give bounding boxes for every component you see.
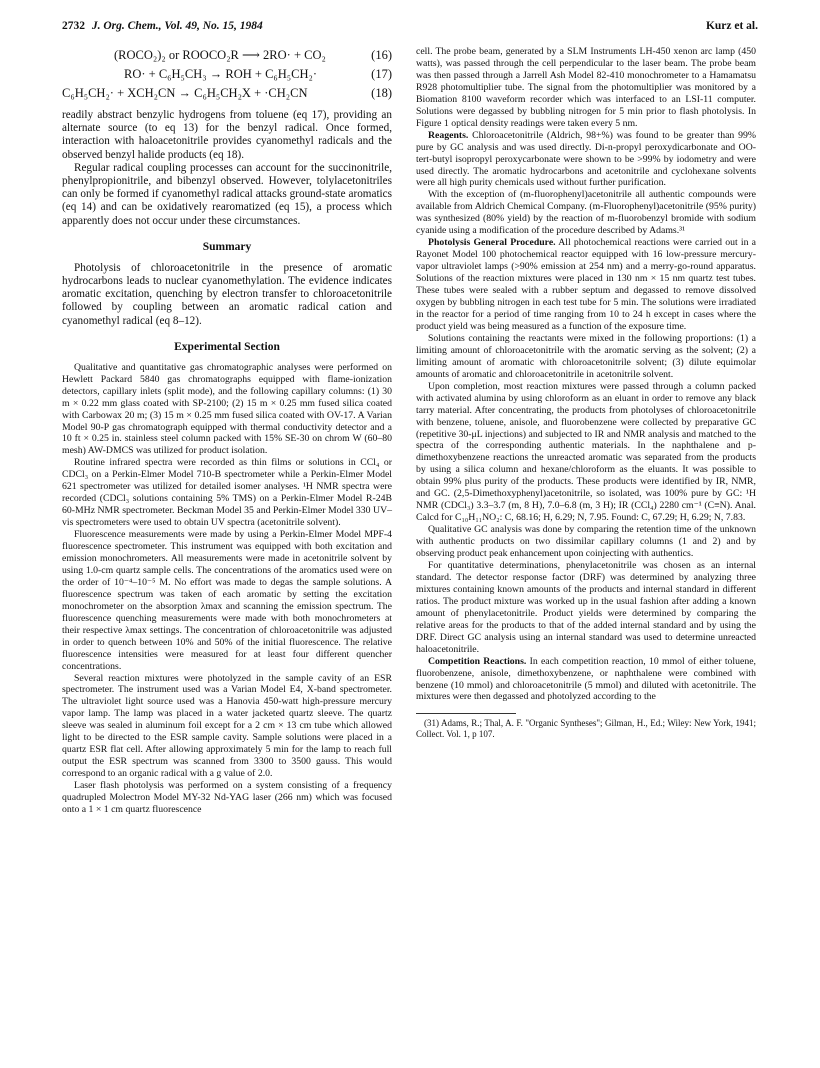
equation-18 bbox=[62, 84, 392, 103]
competition-text: In each competition reaction, 10 mmol of either toluene, fluorobenzene, anisole, dimethoxybenzene, or naphthalene were combined with benzene (10 mmol) and chloroacetonitrile (5 mmol) and diluted with acetonitrile. The mixtures were then degassed and photolyzed according to the bbox=[416, 655, 756, 703]
paragraph-probe-beam: cell. The probe beam, generated by a SLM Instruments LH-450 xenon arc lamp (450 watts), was passed through the cell perpendicular to the laser beam. The probe beam was then passed through a Jarrell Ash Model 82-410 monochrometer to a Hamamatsu R928 photomultiplier tube. The signal from the photomultiplier was monitored by a Biomation 8100 waveform recorder which was interfaced to an LSI-11 computer. Solutions were degassed by bubbling nitrogen for 5 min prior to flash photolysis. In Figure 1 optical density readings were taken every 5 nm. bbox=[416, 46, 756, 129]
equation-18-number: (18) bbox=[371, 86, 392, 100]
photolysis-runin-heading: Photolysis General Procedure. bbox=[428, 237, 556, 249]
summary-heading: Summary bbox=[202, 240, 252, 253]
paragraph-qualitative-gc: Qualitative GC analysis was done by comparing the retention time of the unknown with authentic products on two dissimilar capillary columns (1 and 2) and by observing product peak enhancement upon coinjecting with authentics. bbox=[416, 524, 756, 560]
summary-paragraph: Photolysis of chloroacetonitrile in the presence of aromatic hydrocarbons leads to nuclear cyanomethylation. The evidence indicates aromatic excitation, quenching by electron transfer to chloroacetonitrile followed by coupling between an aromatic radical cation and cyanomethyl radical (eq 8–12). bbox=[62, 261, 392, 327]
paragraph-radical-coupling: Regular radical coupling processes can account for the succinonitrile, phenylpropionitrile, and bibenzyl observed. However, tolylacetonitriles can only be formed if cyanomethyl radical attacks ground-state aromatics (eq 14) and can be oxidatively rearomatized (eq 15), a process which apparently does not occur under these circumstances. bbox=[62, 161, 392, 227]
equation-16 bbox=[62, 46, 392, 65]
equation-17-expression: RO· + C₆H₅CH₃ → ROH + C₆H₅CH₂· bbox=[124, 67, 318, 81]
footnote-31: (31) Adams, R.; Thal, A. F. "Organic Syntheses"; Gilman, H., Ed.; Wiley: New York, 1941; Collect. Vol. 1, p 107. bbox=[416, 718, 756, 740]
running-author: Kurz et al. bbox=[705, 20, 758, 32]
journal-citation: J. Org. Chem., Vol. 49, No. 15, 1984 bbox=[91, 20, 263, 32]
paragraph-photolysis-procedure bbox=[416, 237, 756, 333]
equation-17-number: (17) bbox=[371, 67, 392, 81]
reagents-text: Chloroacetonitrile (Aldrich, 98+%) was found to be greater than 99% pure by GC analysis and was used directly. Di-n-propyl peroxydicarbonate and OO-tert-butyl isopropyl peroxycarbonate were shown to be >99% by iodometry and were used directly. The aromatic hydrocarbons and acetonitrile and cyclohexane solvents were all high purity chemicals used without further purification. bbox=[416, 129, 756, 189]
header-left bbox=[62, 20, 263, 32]
paragraph-laser-flash: Laser flash photolysis was performed on a system consisting of a frequency quadrupled Molectron Model MY-32 Nd-YAG laser (266 nm) which was focused onto a 1 × 1 cm quartz fluorescence bbox=[62, 780, 392, 816]
paragraph-quantitative: For quantitative determinations, phenylacetonitrile was chosen as an internal standard. The detector response factor (DRF) was determined by analyzing three mixtures containing known amounts of the products and internal standard in different ratios. The product mixture was worked up in the usual fashion after adding a known amount of phenylacetonitrile. Product yields were determined by comparing the relative areas for the products to that of the added internal standard and by using the DRF. Direct GC analysis using an internal standard was used to determine unreacted haloacetonitrile. bbox=[416, 559, 756, 655]
photolysis-text: All photochemical reactions were carried out in a Rayonet Model 100 photochemical reactor equipped with 16 low-pressure mercury-vapor ultraviolet lamps (>90% emission at 254 nm) and a merry-go-round apparatus. Solutions of the reaction mixtures were placed in 130 nm × 15 nm quartz test tubes. These tubes were sealed with a rubber septum and degassed to remove dissolved oxygen by bubbling nitrogen in each test tube for 5 min. The solutions were irradiated in the reactor for a period of time ranging from 10 to 24 h except in cases where the product yield was being measured as a function of the exposure time. bbox=[416, 237, 756, 332]
page-number: 2732 bbox=[62, 20, 85, 32]
equation-17 bbox=[62, 65, 392, 84]
paragraph-reagents bbox=[416, 130, 756, 190]
paragraph-competition bbox=[416, 656, 756, 704]
left-column bbox=[62, 46, 392, 816]
paragraph-workup: Upon completion, most reaction mixtures were passed through a column packed with activated alumina by using chloroform as an eluant in order to remove any black tarry material. After concentrating, the products from photolyses of chloroacetonitrile with benzene, toluene, anisole, and fluorobenzene were collected by preparative GC (repetitive 30-μL injections) and subjected to IR and NMR analysis and matched to the spectra of the corresponding authentic materials. In the naphthalene and p-dimethoxybenzene reactions the unreacted aromatic was separated from the products by using a silica column and hexane/chloroform as the eluants. It was possible to obtain 99% plus purity of the products. These products were identified by IR, NMR, and GC. (2,5-Dimethoxyphenyl)acetonitrile, so isolated, was 100% pure by GC: ¹H NMR (CDCl₃) 3.3–3.7 (m, 8 H), 7.0–6.8 (m, 3 H); IR (CCl₄) 2280 cm⁻¹ (C≡N). Anal. Calcd for C₁₀H₁₁NO₂: C, 68.16; H, 6.29; N, 7.95. Found: C, 67.29; H, 6.29; N, 7.83. bbox=[416, 380, 756, 524]
right-column bbox=[416, 46, 756, 740]
paragraph-gc-analysis: Qualitative and quantitative gas chromatographic analyses were performed on Hewlett Packard 5840 gas chromatographs equipped with flame-ionization detectors, capillary inlets (split mode), and the following capillary columns: (1) 30 m × 0.22 mm glass coated with SP-2100; (2) 15 m × 0.25 mm fused silica coated with Carbowax 20 m; (3) 15 m × 0.25 mm fused silica coated with OV-17. A Varian Model 90-P gas chromatograph equipped with thermal conductivity detector and a 10 ft × 0.25 in. stainless steel column packed with 15% SE-30 on chrom W (60–80 mesh) AW-DMCS was utilized for product isolation. bbox=[62, 361, 392, 457]
paragraph-proportions: Solutions containing the reactants were mixed in the following proportions: (1) a limiting amount of chloroacetonitrile with the aromatic serving as the solvent; (2) a limiting amount of aromatic with chloroacetonitrile solvent; (3) dilute equimolar amounts of aromatic and chloroacetonitrile in acetonitrile solvent. bbox=[416, 332, 756, 380]
paragraph-benzyl-radical: readily abstract benzylic hydrogens from toluene (eq 17), providing an alternate source (to eq 13) for the benzyl radical. Once formed, interaction with haloacetonitrile provides cyanomethyl radicals and the observed benzyl halide products (eq 18). bbox=[62, 109, 392, 161]
paragraph-fluorescence: Fluorescence measurements were made by using a Perkin-Elmer Model MPF-4 fluorescence spectrometer. This instrument was equipped with both excitation and emission monochrometers. All measurements were made in acetonitrile solvent by using 1.0-cm quartz sample cells. The concentrations of the aromatics used were on the order of 10⁻⁴–10⁻⁵ M. No effort was made to degas the sample solutions. A fluorescence spectrum was taken of each aromatic by setting the excitation monochrometer on the absorption λmax and scanning the emission spectrum. The fluorescence quenching measurements were made with both monochrometers at their respective λmax settings. The concentration of chloroacetonitrile was adjusted in order to quench between 10% and 50% of the initial fluorescence. The relative fluorescence intensities were measured for at least four different quencher concentrations. bbox=[62, 529, 392, 672]
paragraph-esr: Several reaction mixtures were photolyzed in the sample cavity of an ESR spectrometer. The instrument used was a Varian Model E4, X-band spectrometer. The ultraviolet light source used was a Hanovia 450-watt high-pressure mercury vapor lamp. The lamp was placed in a water jacketed quartz sleeve. The quartz sleeve was sealed in aluminum foil except for a 2 cm × 13 cm tube which allowed light to be directed to the ESR sample cavity. Sample solutions were placed in a quartz ESR flat cell. After allowing approximately 5 min for the lamp to reach full output the ESR spectrum was scanned from 3300 to 3500 gauss. This would correspond to an organic radical with a g value of 2.0. bbox=[62, 672, 392, 780]
equation-18-expression: C₆H₅CH₂· + XCH₂CN → C₆H₅CH₂X + ·CH₂CN bbox=[62, 86, 308, 100]
experimental-heading: Experimental Section bbox=[174, 340, 280, 353]
paragraph-authentic-compounds: With the exception of (m-fluorophenyl)acetonitrile all authentic compounds were available from Aldrich Chemical Company. (m-Fluorophenyl)acetonitrile (95% purity) was synthesized (80% yield) by the reaction of m-fluorobenzyl bromide with sodium cyanide using a modification of the procedure described by Adams.³¹ bbox=[416, 189, 756, 237]
footnote-divider bbox=[416, 713, 516, 714]
reagents-runin-heading: Reagents. bbox=[428, 129, 469, 141]
paragraph-ir-nmr: Routine infrared spectra were recorded as thin films or solutions in CCl₄ or CDCl₃ on a Perkin-Elmer Model 710-B spectrometer while a Perkin-Elmer Model 621 spectrometer was utilized for detailed isomer analyses. ¹H NMR spectra were recorded (CDCl₃ solutions containing 5% TMS) on a Perkin-Elmer Model R-24B 60-MHz NMR spectrometer. Beckman Model 35 and Perkin-Elmer Model 330 UV–vis spectrometers were used to obtain UV spectra (acetonitrile solvent). bbox=[62, 457, 392, 529]
equation-16-number: (16) bbox=[371, 48, 392, 62]
competition-runin-heading: Competition Reactions. bbox=[428, 655, 527, 667]
page-header bbox=[62, 20, 758, 38]
equation-16-expression: (ROCO₂)₂ or ROOCO₂R ⟶ 2RO· + CO₂ bbox=[114, 48, 326, 62]
